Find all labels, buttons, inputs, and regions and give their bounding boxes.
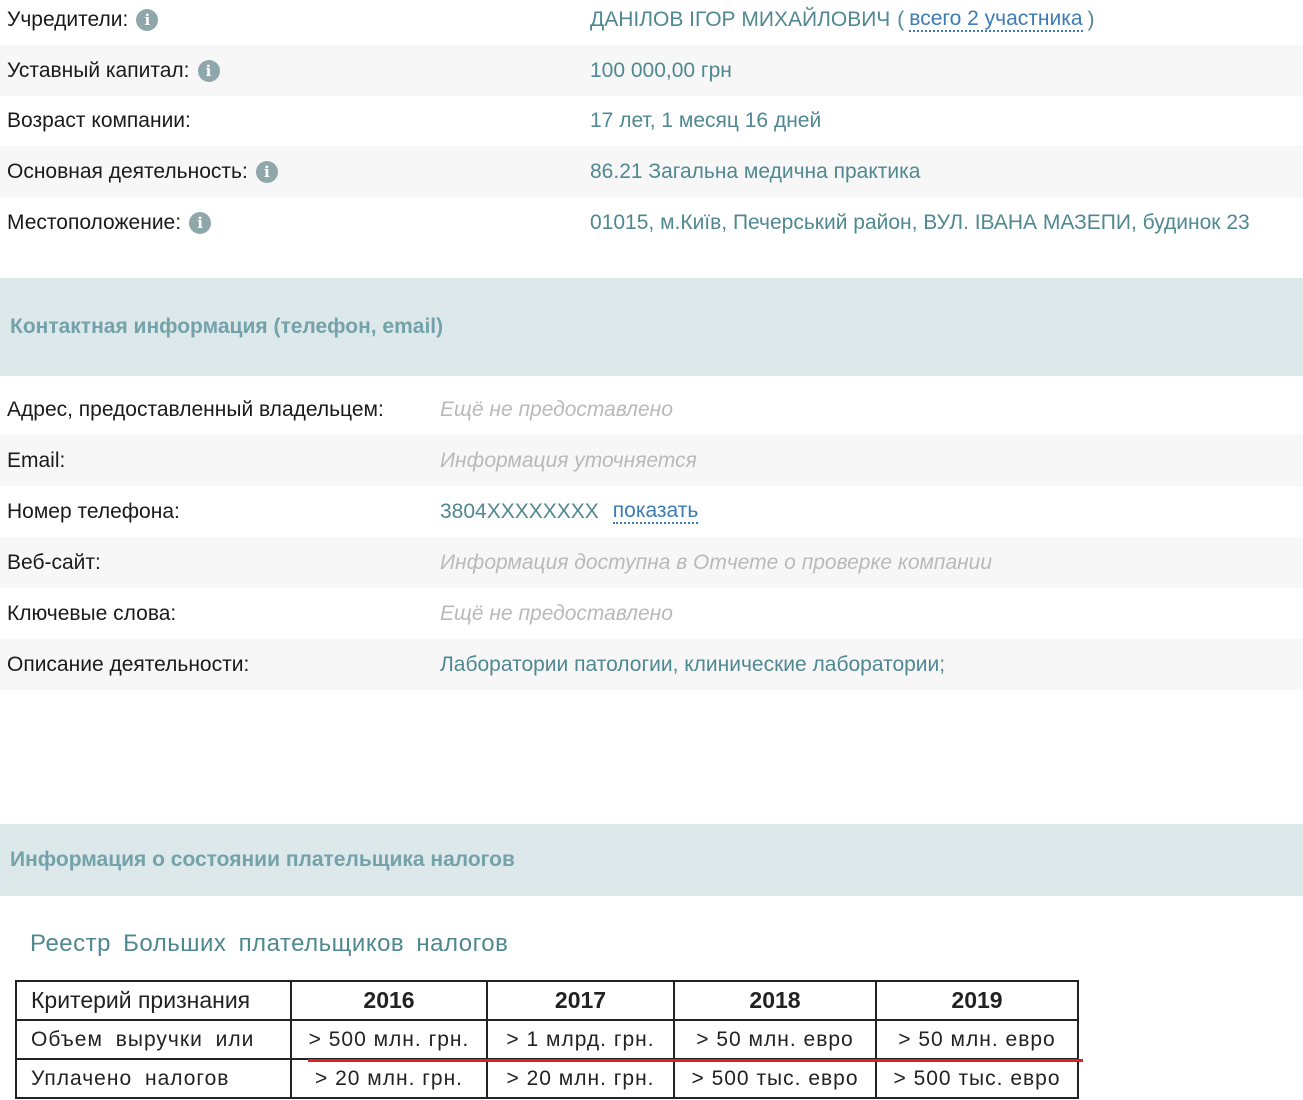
- owner-address-value: Ещё не предоставлено: [440, 397, 673, 421]
- location-label-wrap: [7, 211, 211, 235]
- website-row: [0, 537, 1303, 588]
- table-cell: > 20 млн. грн.: [487, 1059, 674, 1098]
- owner-address-label: Адрес, предоставленный владельцем:: [7, 397, 384, 421]
- location-value: 01015, м.Київ, Печерський район, ВУЛ. ІВАНА МАЗЕПИ, будинок 23: [590, 210, 1250, 234]
- table-cell: > 500 тыс. евро: [674, 1059, 876, 1098]
- capital-label-wrap: [7, 59, 220, 83]
- table-header-cell: Критерий признания: [16, 981, 291, 1020]
- founders-value: ДАНІЛОВ ІГОР МИХАЙЛОВИЧ: [590, 7, 891, 31]
- table-header-cell: 2019: [876, 981, 1078, 1020]
- table-row: [16, 1020, 1078, 1059]
- keywords-label: Ключевые слова:: [7, 601, 177, 625]
- age-label: Возраст компании:: [7, 108, 191, 132]
- table-cell: > 50 млн. евро: [876, 1020, 1078, 1059]
- phone-row: [0, 486, 1303, 537]
- activity-label: Основная деятельность:: [7, 159, 248, 183]
- description-value: Лаборатории патологии, клинические лаборатории;: [440, 652, 946, 676]
- table-header-row: [16, 981, 1078, 1020]
- website-value: Информация доступна в Отчете о проверке компании: [440, 550, 993, 574]
- registry-title: Реестр Больших плательщиков налогов: [30, 930, 509, 957]
- founders-close-paren: ): [1087, 7, 1095, 31]
- description-row: [0, 639, 1303, 690]
- table-cell: > 50 млн. евро: [674, 1020, 876, 1059]
- info-icon[interactable]: i: [189, 212, 211, 234]
- phone-value-wrap: [440, 500, 698, 524]
- large-taxpayers-table: [15, 980, 1079, 1099]
- table-header-cell: 2018: [674, 981, 876, 1020]
- highlight-underline: [308, 1059, 1083, 1062]
- table-cell: > 20 млн. грн.: [291, 1059, 487, 1098]
- founders-label-wrap: [7, 8, 158, 32]
- table-row: [16, 1059, 1078, 1098]
- contact-section-title: Контактная информация (телефон, email): [10, 315, 444, 338]
- info-icon[interactable]: i: [256, 161, 278, 183]
- capital-label: Уставный капитал:: [7, 58, 190, 82]
- founders-open-paren: (: [897, 7, 905, 31]
- location-row: [0, 197, 1303, 248]
- owner-address-row: [0, 384, 1303, 435]
- table-cell: Объем выручки или: [16, 1020, 291, 1059]
- table-header-cell: 2017: [487, 981, 674, 1020]
- website-label: Веб-сайт:: [7, 550, 101, 574]
- email-label: Email:: [7, 448, 66, 472]
- age-row: [0, 95, 1303, 146]
- contact-section-header: [0, 278, 1303, 376]
- table-cell: Уплачено налогов: [16, 1059, 291, 1098]
- tax-section-title: Информация о состоянии плательщика налогов: [10, 848, 515, 871]
- capital-row: [0, 45, 1303, 96]
- founders-value-wrap: [590, 8, 1095, 32]
- location-label: Местоположение:: [7, 210, 182, 234]
- capital-value: 100 000,00 грн: [590, 58, 732, 82]
- founders-row: [0, 0, 1303, 45]
- tax-section-header: [0, 824, 1303, 896]
- description-label: Описание деятельности:: [7, 652, 250, 676]
- founders-label: Учредители:: [7, 7, 129, 31]
- activity-row: [0, 146, 1303, 197]
- email-value: Информация уточняется: [440, 448, 697, 472]
- phone-label: Номер телефона:: [7, 499, 180, 523]
- activity-value: 86.21 Загальна медична практика: [590, 159, 921, 183]
- table-header-cell: 2016: [291, 981, 487, 1020]
- age-value: 17 лет, 1 месяц 16 дней: [590, 108, 822, 132]
- show-phone-link[interactable]: показать: [612, 498, 699, 522]
- table-cell: > 500 тыс. евро: [876, 1059, 1078, 1098]
- phone-value: 3804XXXXXXXX: [440, 499, 599, 523]
- table-cell: > 1 млрд. грн.: [487, 1020, 674, 1059]
- keywords-value: Ещё не предоставлено: [440, 601, 673, 625]
- info-icon[interactable]: i: [198, 60, 220, 82]
- email-row: [0, 435, 1303, 486]
- founders-all-link[interactable]: всего 2 участника: [909, 6, 1083, 30]
- keywords-row: [0, 588, 1303, 639]
- activity-label-wrap: [7, 160, 278, 184]
- info-icon[interactable]: i: [136, 9, 158, 31]
- table-cell: > 500 млн. грн.: [291, 1020, 487, 1059]
